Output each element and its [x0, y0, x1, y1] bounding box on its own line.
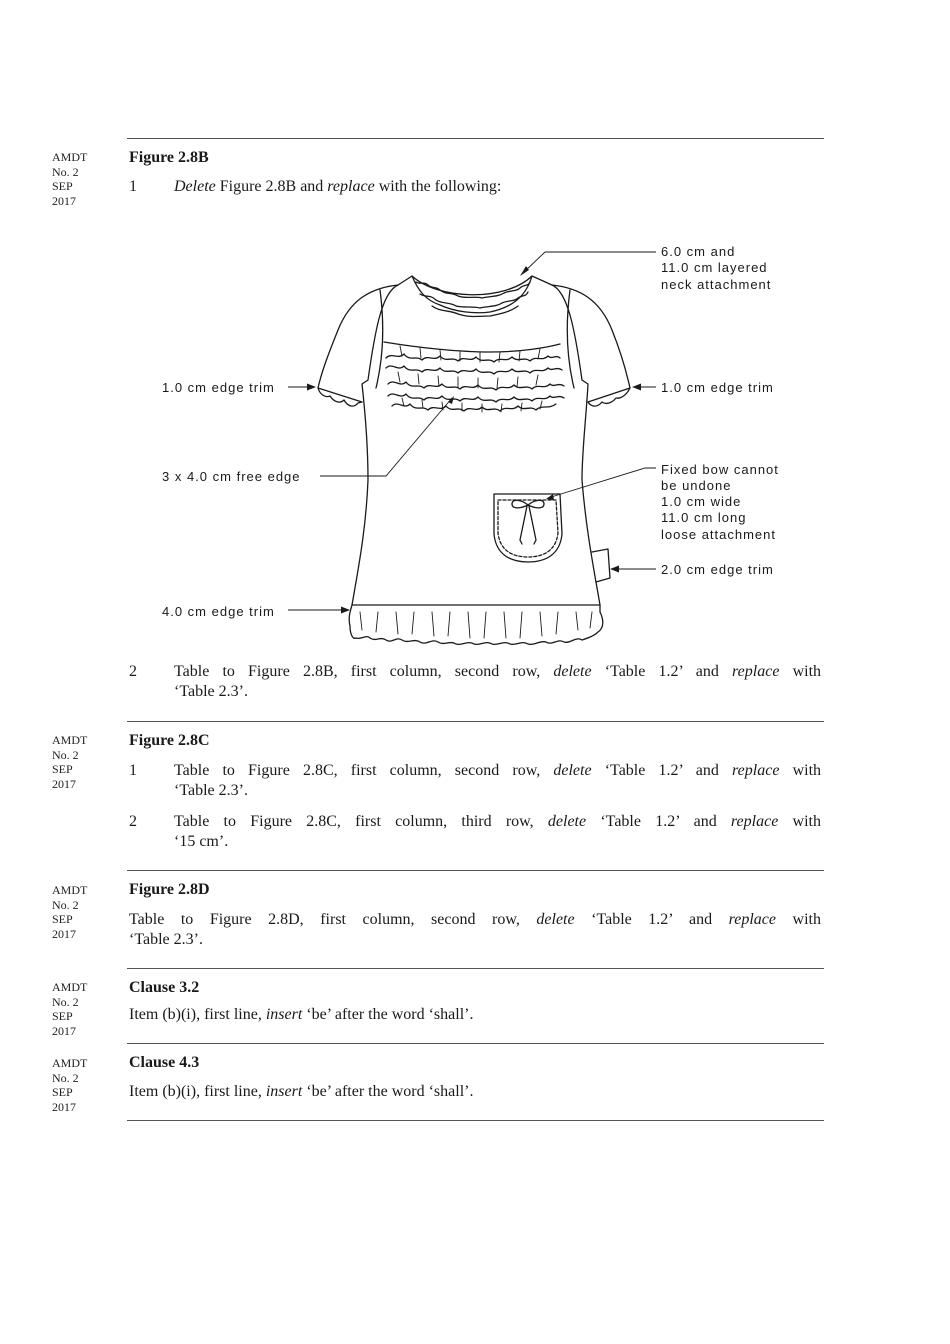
text-line: [174, 812, 821, 832]
instruction-verb: delete: [536, 911, 575, 928]
neck-label-line: neck attachment: [661, 277, 772, 292]
amdt-line: 2017: [52, 926, 76, 941]
arrowhead: [632, 384, 641, 391]
text-segment: Item (b)(i), first line,: [129, 1006, 266, 1023]
amdt-line: No. 2: [52, 164, 79, 179]
text-segment: ‘be’ after the word ‘shall’.: [302, 1083, 474, 1100]
clause-3-2-heading: Clause 3.2: [129, 979, 200, 996]
amdt-margin-note: [52, 733, 102, 791]
left-sleeve: [318, 285, 398, 402]
clause-3-2-text: [129, 1005, 821, 1025]
amdt-line: SEP: [52, 179, 73, 193]
left-sleeve-trim: [318, 388, 362, 406]
instruction-verb: delete: [547, 813, 587, 830]
section-rule: [127, 968, 824, 969]
arrowhead: [448, 396, 454, 404]
item-number: 1: [129, 762, 137, 779]
section-rule: [127, 721, 824, 722]
arrowhead: [307, 384, 316, 391]
neck-ruffle-outer: [412, 276, 532, 313]
item-text: [174, 761, 821, 801]
bow-label-line: Fixed bow cannot: [661, 462, 779, 477]
text-segment: Item (b)(i), first line,: [129, 1083, 266, 1100]
text-segment: ‘Table 1.2’ and: [591, 762, 733, 779]
text-segment: Figure 2.8B and: [215, 178, 328, 195]
hem-trim-label: 4.0 cm edge trim: [162, 604, 275, 619]
amdt-line: 2017: [52, 193, 76, 208]
free-edge-label: 3 x 4.0 cm free edge: [162, 469, 301, 484]
text-line: ‘Table 2.3’.: [174, 683, 248, 700]
neck-label-line: 11.0 cm layered: [661, 260, 768, 275]
amdt-line: AMDT: [52, 733, 88, 747]
neck-label-line: 6.0 cm and: [661, 244, 736, 259]
figure-2-8b-heading: Figure 2.8B: [129, 149, 209, 166]
amdt-margin-note: [52, 1056, 102, 1114]
text-line: [174, 662, 821, 682]
text-segment: Table to Figure 2.8B, first column, second row,: [174, 663, 554, 680]
amdt-line: No. 2: [52, 897, 79, 912]
amdt-line: SEP: [52, 1085, 73, 1099]
item-text: [174, 662, 821, 702]
amdt-line: 2017: [52, 1023, 76, 1038]
instruction-verb: insert: [265, 1006, 303, 1023]
dress-body-outline: [352, 276, 600, 605]
text-line: ‘Table 2.3’.: [174, 782, 248, 799]
ruffle-tier-2: [386, 366, 562, 374]
text-segment: ‘Table 1.2’ and: [591, 663, 733, 680]
text-segment: Table to Figure 2.8C, first column, second row,: [174, 762, 554, 779]
text-segment: ‘Table 1.2’ and: [574, 911, 729, 928]
amdt-line: AMDT: [52, 883, 88, 897]
text-segment: with: [778, 813, 821, 830]
bow-label-line: be undone: [661, 478, 732, 493]
figure-2-8c-heading: Figure 2.8C: [129, 732, 210, 749]
instruction-verb: replace: [730, 813, 779, 830]
bow-label-line: loose attachment: [661, 527, 777, 542]
text-line: [129, 910, 821, 930]
hem-ruffle: [349, 605, 603, 644]
amdt-line: SEP: [52, 1009, 73, 1023]
text-segment: with: [779, 663, 822, 680]
figure-2-8d-heading: Figure 2.8D: [129, 881, 210, 898]
bow-label-line: 11.0 cm long: [661, 510, 747, 525]
right-sleeve: [552, 285, 630, 402]
bow: [512, 500, 544, 508]
side-tab: [592, 549, 610, 582]
right-sleeve-label: 1.0 cm edge trim: [661, 380, 774, 395]
text-segment: with: [776, 911, 821, 928]
amdt-line: 2017: [52, 1099, 76, 1114]
instruction-verb: delete: [553, 762, 592, 779]
arrowhead: [520, 266, 529, 276]
item-number: 2: [129, 663, 137, 680]
text-segment: Table to Figure 2.8C, first column, third row,: [174, 813, 548, 830]
text-segment: with: [779, 762, 822, 779]
amdt-line: No. 2: [52, 747, 79, 762]
rule-bottom: [127, 1120, 824, 1121]
amdt-margin-note: [52, 980, 102, 1038]
text-segment: ‘Table 1.2’ and: [586, 813, 731, 830]
arrowhead: [546, 494, 554, 500]
left-sleeve-label: 1.0 cm edge trim: [162, 380, 275, 395]
rule-top: [127, 138, 824, 139]
item-text: [174, 177, 821, 197]
amdt-line: AMDT: [52, 980, 88, 994]
instruction-verb: Delete: [174, 178, 216, 195]
figure-2-8d-text: [129, 910, 821, 950]
amdt-line: SEP: [52, 762, 73, 776]
item-number: 1: [129, 178, 137, 195]
section-rule: [127, 1043, 824, 1044]
clause-4-3-heading: Clause 4.3: [129, 1054, 200, 1071]
text-line: ‘Table 2.3’.: [129, 931, 203, 948]
side-trim-label: 2.0 cm edge trim: [661, 562, 774, 577]
amdt-line: SEP: [52, 912, 73, 926]
amdt-margin-note: [52, 883, 102, 941]
instruction-verb: replace: [728, 911, 777, 928]
instruction-verb: replace: [732, 663, 780, 680]
amdt-line: AMDT: [52, 150, 88, 164]
text-segment: with the following:: [374, 178, 502, 195]
item-text: [174, 812, 821, 852]
right-sleeve-trim: [588, 388, 630, 406]
amdt-margin-note: [52, 150, 102, 208]
arrowhead: [341, 607, 350, 614]
arrowhead: [610, 566, 619, 573]
instruction-verb: insert: [265, 1083, 303, 1100]
text-segment: Table to Figure 2.8D, first column, second row,: [129, 911, 537, 928]
amdt-line: 2017: [52, 776, 76, 791]
instruction-verb: replace: [732, 762, 780, 779]
item-number: 2: [129, 813, 137, 830]
ruffle-tier-1: [384, 342, 560, 352]
instruction-verb: replace: [327, 178, 375, 195]
pocket: [494, 494, 562, 562]
text-line: ‘15 cm’.: [174, 833, 229, 850]
instruction-verb: delete: [553, 663, 592, 680]
amdt-line: No. 2: [52, 994, 79, 1009]
clause-4-3-text: [129, 1082, 821, 1102]
text-segment: ‘be’ after the word ‘shall’.: [302, 1006, 474, 1023]
text-line: [174, 761, 821, 781]
ruffle-tier-3: [388, 394, 564, 402]
section-rule: [127, 870, 824, 871]
amdt-line: No. 2: [52, 1070, 79, 1085]
bow-label-line: 1.0 cm wide: [661, 494, 742, 509]
amdt-line: AMDT: [52, 1056, 88, 1070]
